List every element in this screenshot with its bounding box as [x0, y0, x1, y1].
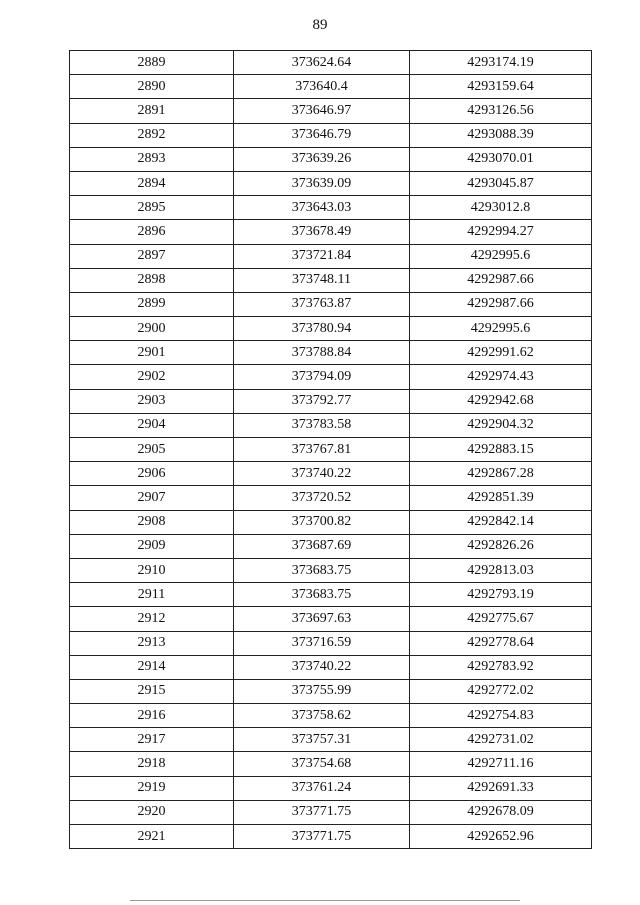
table-row — [70, 825, 592, 849]
table-row — [70, 389, 592, 413]
y-coordinate-cell: 4293159.64 — [410, 75, 592, 99]
y-coordinate-cell: 4292883.15 — [410, 438, 592, 462]
table-row — [70, 196, 592, 220]
table-row — [70, 365, 592, 389]
table-row — [70, 341, 592, 365]
point-number-cell: 2901 — [70, 341, 234, 365]
point-number-cell: 2918 — [70, 752, 234, 776]
point-number-cell: 2902 — [70, 365, 234, 389]
x-coordinate-cell: 373780.94 — [234, 317, 410, 341]
table-row — [70, 800, 592, 824]
x-coordinate-cell: 373754.68 — [234, 752, 410, 776]
point-number-cell: 2894 — [70, 171, 234, 195]
table-row — [70, 486, 592, 510]
table-row — [70, 292, 592, 316]
table-row — [70, 147, 592, 171]
x-coordinate-cell: 373763.87 — [234, 292, 410, 316]
y-coordinate-cell: 4292793.19 — [410, 583, 592, 607]
table-row — [70, 123, 592, 147]
y-coordinate-cell: 4292867.28 — [410, 462, 592, 486]
x-coordinate-cell: 373720.52 — [234, 486, 410, 510]
table-row — [70, 607, 592, 631]
x-coordinate-cell: 373740.22 — [234, 655, 410, 679]
point-number-cell: 2917 — [70, 728, 234, 752]
y-coordinate-cell: 4293126.56 — [410, 99, 592, 123]
x-coordinate-cell: 373788.84 — [234, 341, 410, 365]
y-coordinate-cell: 4292995.6 — [410, 244, 592, 268]
coordinate-table-body — [70, 51, 592, 849]
table-row — [70, 631, 592, 655]
y-coordinate-cell: 4292826.26 — [410, 534, 592, 558]
coordinate-table-container — [69, 50, 591, 849]
point-number-cell: 2907 — [70, 486, 234, 510]
y-coordinate-cell: 4292994.27 — [410, 220, 592, 244]
x-coordinate-cell: 373683.75 — [234, 558, 410, 582]
table-row — [70, 534, 592, 558]
x-coordinate-cell: 373624.64 — [234, 51, 410, 75]
table-row — [70, 75, 592, 99]
table-row — [70, 462, 592, 486]
table-row — [70, 704, 592, 728]
point-number-cell: 2906 — [70, 462, 234, 486]
point-number-cell: 2892 — [70, 123, 234, 147]
table-row — [70, 99, 592, 123]
x-coordinate-cell: 373683.75 — [234, 583, 410, 607]
point-number-cell: 2920 — [70, 800, 234, 824]
x-coordinate-cell: 373783.58 — [234, 413, 410, 437]
point-number-cell: 2916 — [70, 704, 234, 728]
bottom-divider — [130, 900, 520, 901]
table-row — [70, 171, 592, 195]
table-row — [70, 583, 592, 607]
y-coordinate-cell: 4292991.62 — [410, 341, 592, 365]
x-coordinate-cell: 373748.11 — [234, 268, 410, 292]
point-number-cell: 2900 — [70, 317, 234, 341]
table-row — [70, 317, 592, 341]
y-coordinate-cell: 4293045.87 — [410, 171, 592, 195]
point-number-cell: 2897 — [70, 244, 234, 268]
y-coordinate-cell: 4292783.92 — [410, 655, 592, 679]
table-row — [70, 220, 592, 244]
x-coordinate-cell: 373697.63 — [234, 607, 410, 631]
point-number-cell: 2891 — [70, 99, 234, 123]
point-number-cell: 2908 — [70, 510, 234, 534]
x-coordinate-cell: 373771.75 — [234, 825, 410, 849]
y-coordinate-cell: 4292995.6 — [410, 317, 592, 341]
x-coordinate-cell: 373757.31 — [234, 728, 410, 752]
x-coordinate-cell: 373643.03 — [234, 196, 410, 220]
y-coordinate-cell: 4293174.19 — [410, 51, 592, 75]
point-number-cell: 2895 — [70, 196, 234, 220]
y-coordinate-cell: 4292987.66 — [410, 268, 592, 292]
y-coordinate-cell: 4292652.96 — [410, 825, 592, 849]
point-number-cell: 2909 — [70, 534, 234, 558]
table-row — [70, 244, 592, 268]
x-coordinate-cell: 373640.4 — [234, 75, 410, 99]
y-coordinate-cell: 4292851.39 — [410, 486, 592, 510]
point-number-cell: 2899 — [70, 292, 234, 316]
x-coordinate-cell: 373758.62 — [234, 704, 410, 728]
table-row — [70, 268, 592, 292]
y-coordinate-cell: 4292731.02 — [410, 728, 592, 752]
y-coordinate-cell: 4292987.66 — [410, 292, 592, 316]
table-row — [70, 510, 592, 534]
point-number-cell: 2914 — [70, 655, 234, 679]
point-number-cell: 2911 — [70, 583, 234, 607]
y-coordinate-cell: 4292772.02 — [410, 679, 592, 703]
x-coordinate-cell: 373767.81 — [234, 438, 410, 462]
x-coordinate-cell: 373639.09 — [234, 171, 410, 195]
x-coordinate-cell: 373761.24 — [234, 776, 410, 800]
x-coordinate-cell: 373721.84 — [234, 244, 410, 268]
point-number-cell: 2912 — [70, 607, 234, 631]
x-coordinate-cell: 373646.79 — [234, 123, 410, 147]
table-row — [70, 438, 592, 462]
y-coordinate-cell: 4292775.67 — [410, 607, 592, 631]
x-coordinate-cell: 373740.22 — [234, 462, 410, 486]
y-coordinate-cell: 4293012.8 — [410, 196, 592, 220]
x-coordinate-cell: 373646.97 — [234, 99, 410, 123]
y-coordinate-cell: 4292711.16 — [410, 752, 592, 776]
table-row — [70, 558, 592, 582]
table-row — [70, 752, 592, 776]
point-number-cell: 2910 — [70, 558, 234, 582]
table-row — [70, 728, 592, 752]
y-coordinate-cell: 4292754.83 — [410, 704, 592, 728]
table-row — [70, 413, 592, 437]
x-coordinate-cell: 373678.49 — [234, 220, 410, 244]
point-number-cell: 2905 — [70, 438, 234, 462]
point-number-cell: 2896 — [70, 220, 234, 244]
x-coordinate-cell: 373700.82 — [234, 510, 410, 534]
x-coordinate-cell: 373755.99 — [234, 679, 410, 703]
x-coordinate-cell: 373794.09 — [234, 365, 410, 389]
point-number-cell: 2904 — [70, 413, 234, 437]
x-coordinate-cell: 373792.77 — [234, 389, 410, 413]
point-number-cell: 2913 — [70, 631, 234, 655]
table-row — [70, 51, 592, 75]
point-number-cell: 2915 — [70, 679, 234, 703]
x-coordinate-cell: 373716.59 — [234, 631, 410, 655]
point-number-cell: 2898 — [70, 268, 234, 292]
point-number-cell: 2903 — [70, 389, 234, 413]
point-number-cell: 2893 — [70, 147, 234, 171]
page-number: 89 — [312, 17, 328, 33]
x-coordinate-cell: 373771.75 — [234, 800, 410, 824]
y-coordinate-cell: 4292778.64 — [410, 631, 592, 655]
point-number-cell: 2921 — [70, 825, 234, 849]
y-coordinate-cell: 4292974.43 — [410, 365, 592, 389]
y-coordinate-cell: 4292691.33 — [410, 776, 592, 800]
table-row — [70, 679, 592, 703]
point-number-cell: 2889 — [70, 51, 234, 75]
y-coordinate-cell: 4292678.09 — [410, 800, 592, 824]
x-coordinate-cell: 373639.26 — [234, 147, 410, 171]
y-coordinate-cell: 4293088.39 — [410, 123, 592, 147]
point-number-cell: 2919 — [70, 776, 234, 800]
x-coordinate-cell: 373687.69 — [234, 534, 410, 558]
table-row — [70, 776, 592, 800]
y-coordinate-cell: 4293070.01 — [410, 147, 592, 171]
y-coordinate-cell: 4292904.32 — [410, 413, 592, 437]
y-coordinate-cell: 4292813.03 — [410, 558, 592, 582]
table-row — [70, 655, 592, 679]
y-coordinate-cell: 4292942.68 — [410, 389, 592, 413]
point-number-cell: 2890 — [70, 75, 234, 99]
coordinate-table — [69, 50, 592, 849]
y-coordinate-cell: 4292842.14 — [410, 510, 592, 534]
